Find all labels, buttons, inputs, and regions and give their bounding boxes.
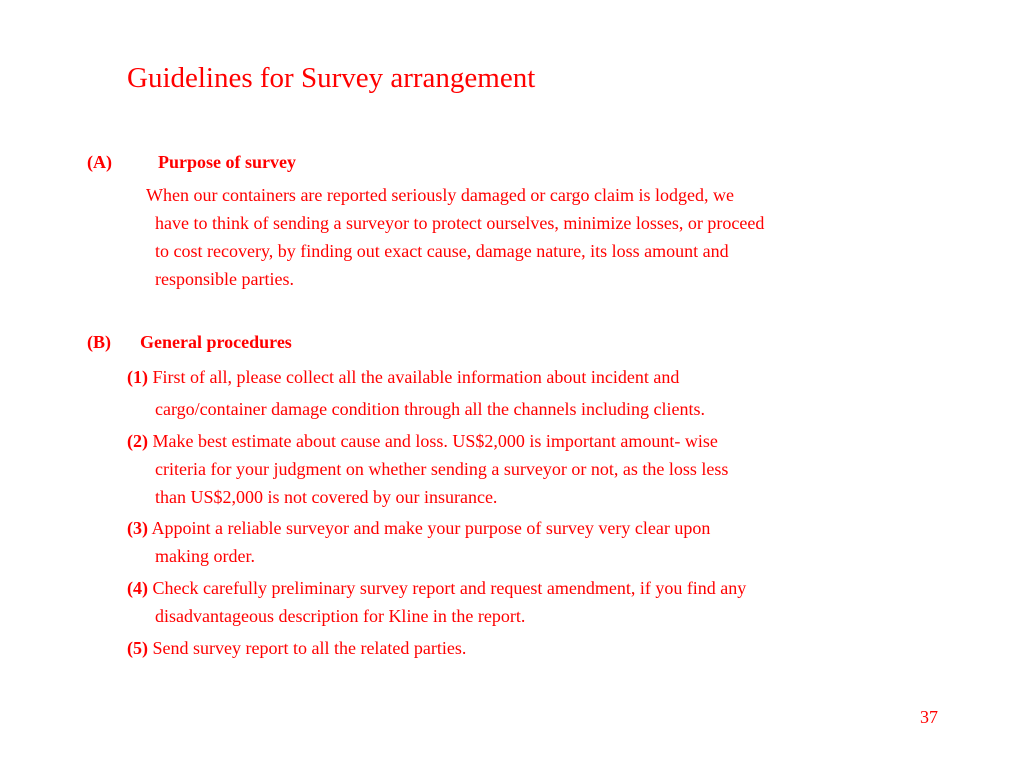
procedure-text: making order. [155, 546, 255, 566]
procedure-text: First of all, please collect all the available information about incident and [152, 367, 680, 387]
procedure-number: (2) [127, 431, 148, 451]
procedure-number: (3) [127, 518, 148, 538]
paragraph-line: have to think of sending a surveyor to protect ourselves, minimize losses, or proceed [155, 213, 765, 233]
procedure-item-3 [127, 514, 710, 570]
procedure-number: (5) [127, 638, 148, 658]
procedure-text: criteria for your judgment on whether sending a surveyor or not, as the loss less [155, 459, 729, 479]
procedure-item-5 [127, 634, 466, 662]
procedure-text: Appoint a reliable surveyor and make your purpose of survey very clear upon [151, 518, 711, 538]
procedure-text: cargo/container damage condition through all the channels including clients. [155, 399, 706, 419]
procedure-item-2 [127, 427, 728, 511]
section-b-label: (B) [87, 332, 111, 352]
procedure-number: (1) [127, 367, 148, 387]
procedure-item-4 [127, 574, 746, 630]
procedure-item-1 [127, 361, 705, 425]
paragraph-line: When our containers are reported seriously damaged or cargo claim is lodged, we [146, 185, 734, 205]
procedure-number: (4) [127, 578, 148, 598]
procedure-text: than US$2,000 is not covered by our insurance. [155, 487, 498, 507]
section-a-title: Purpose of survey [158, 152, 296, 172]
page-number: 37 [920, 707, 938, 727]
procedure-text: Make best estimate about cause and loss. US$2,000 is important amount- wise [152, 431, 718, 451]
procedure-text: Send survey report to all the related parties. [152, 638, 467, 658]
procedure-text: Check carefully preliminary survey report and request amendment, if you find any [152, 578, 747, 598]
slide-title: Guidelines for Survey arrangement [127, 62, 536, 94]
procedure-text: disadvantageous description for Kline in the report. [155, 606, 526, 626]
section-b-title: General procedures [140, 332, 292, 352]
section-a-paragraph [146, 181, 764, 293]
section-a-label: (A) [87, 152, 112, 172]
paragraph-line: to cost recovery, by finding out exact cause, damage nature, its loss amount and [155, 241, 729, 261]
paragraph-line: responsible parties. [155, 269, 294, 289]
